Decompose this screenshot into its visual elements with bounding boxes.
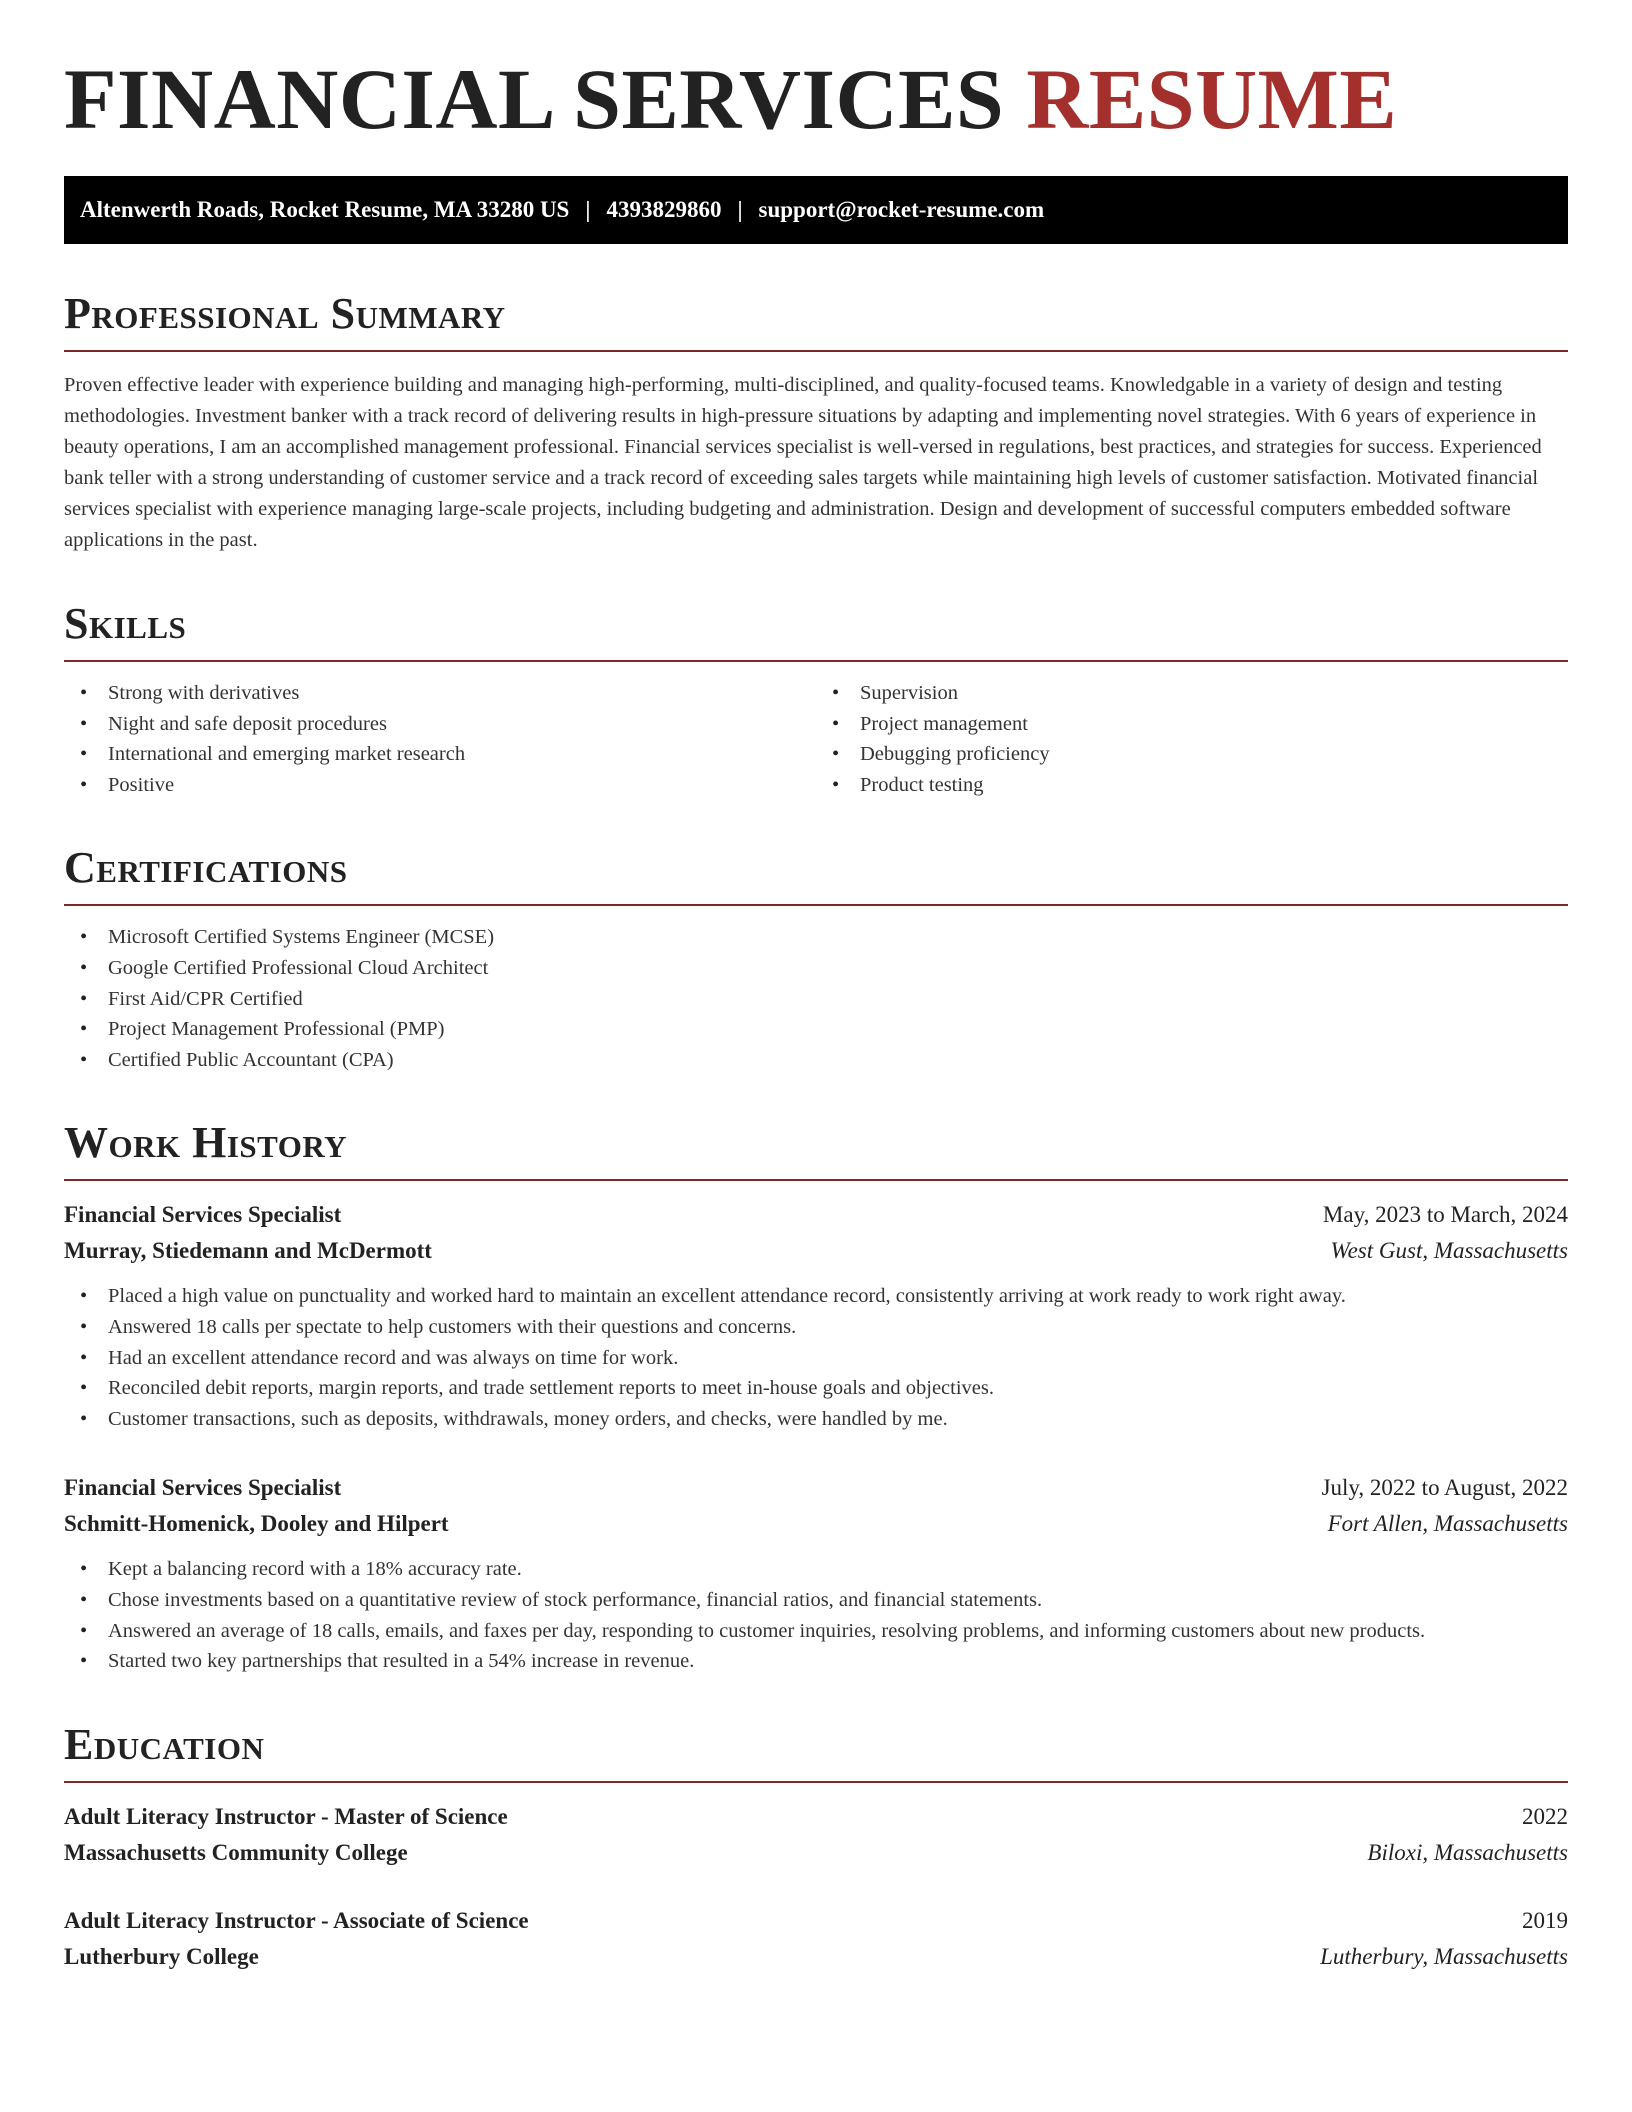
- job-company-row: [64, 1506, 1568, 1542]
- job-bullet: • Customer transactions, such as deposits, withdrawals, money orders, and checks, were handled by me.: [64, 1404, 1568, 1435]
- education-degree-row: [64, 1799, 1568, 1835]
- education-entry: [64, 1799, 1568, 1871]
- section-heading-certifications: Certifications: [64, 846, 1568, 906]
- section-heading-skills: Skills: [64, 602, 1568, 662]
- education-school: Massachusetts Community College: [64, 1839, 408, 1865]
- contact-separator: |: [585, 197, 591, 222]
- skill-item: • Strong with derivatives: [64, 678, 816, 709]
- job-title: Financial Services Specialist: [64, 1202, 342, 1228]
- job-bullet: • Reconciled debit reports, margin reports, and trade settlement reports to meet in-house goals and objectives.: [64, 1373, 1568, 1404]
- job-dates: May, 2023 to March, 2024: [1322, 1202, 1568, 1228]
- job-location: Fort Allen, Massachusetts: [1327, 1511, 1568, 1537]
- job-title-row: [64, 1470, 1568, 1506]
- job-bullets: [64, 1281, 1568, 1434]
- skill-item: • Night and safe deposit procedures: [64, 709, 816, 740]
- certification-item: • Microsoft Certified Systems Engineer (MCSE): [64, 922, 1568, 953]
- work-history-section: [64, 1118, 1568, 1676]
- education-year: 2022: [1522, 1803, 1568, 1829]
- education-degree: Adult Literacy Instructor - Master of Science: [64, 1803, 508, 1829]
- job-company-row: [64, 1233, 1568, 1269]
- job-bullet: • Chose investments based on a quantitative review of stock performance, financial ratios, and financial statements.: [64, 1585, 1568, 1616]
- job-bullets: [64, 1554, 1568, 1676]
- job-bullet: • Placed a high value on punctuality and worked hard to maintain an excellent attendance record, consistently arriving at work ready to work right away.: [64, 1281, 1568, 1312]
- skill-item: • International and emerging market research: [64, 739, 816, 770]
- certification-item: • First Aid/CPR Certified: [64, 984, 1568, 1015]
- skill-item: • Project management: [816, 709, 1568, 740]
- education-school-row: [64, 1939, 1568, 1975]
- skills-section: [64, 599, 1568, 800]
- contact-bar: [64, 176, 1568, 244]
- title-accent: RESUME: [1026, 51, 1398, 147]
- job-entry: [64, 1470, 1568, 1676]
- education-degree: Adult Literacy Instructor - Associate of Science: [64, 1907, 529, 1933]
- certifications-section: [64, 843, 1568, 1075]
- contact-phone[interactable]: 4393829860: [606, 197, 722, 222]
- job-title-row: [64, 1197, 1568, 1233]
- skill-item: • Product testing: [816, 770, 1568, 801]
- job-entry: [64, 1197, 1568, 1434]
- job-bullet: • Answered an average of 18 calls, emails, and faxes per day, responding to customer inquiries, resolving problems, and informing customers about new products.: [64, 1616, 1568, 1647]
- education-location: Lutherbury, Massachusetts: [1320, 1943, 1568, 1969]
- job-dates: July, 2022 to August, 2022: [1321, 1475, 1568, 1501]
- professional-summary-section: [64, 289, 1568, 556]
- certification-item: • Certified Public Accountant (CPA): [64, 1045, 1568, 1076]
- education-location: Biloxi, Massachusetts: [1367, 1839, 1568, 1865]
- skills-list-right: [816, 678, 1568, 800]
- job-bullet: • Started two key partnerships that resulted in a 54% increase in revenue.: [64, 1646, 1568, 1677]
- job-company: Schmitt-Homenick, Dooley and Hilpert: [64, 1511, 449, 1537]
- job-title: Financial Services Specialist: [64, 1475, 342, 1501]
- education-entry: [64, 1903, 1568, 1975]
- summary-text: Proven effective leader with experience building and managing high-performing, multi-disciplined, and quality-focused teams. Knowledgable in a variety of design and testing methodologies. Investment banker with a track record of delivering results in high-pressure situations by adapting and implementing novel strategies. With 6 years of experience in beauty operations, I am an accomplished management professional. Financial services specialist is well-versed in regulations, best practices, and strategies for success. Experienced bank teller with a strong understanding of customer service and a track record of exceeding sales targets while maintaining high levels of customer satisfaction. Motivated financial services specialist with experience managing large-scale projects, including budgeting and administration. Design and development of successful computers embedded software applications in the past.: [64, 374, 1542, 551]
- job-bullet: • Answered 18 calls per spectate to help customers with their questions and concerns.: [64, 1312, 1568, 1343]
- skills-columns: [64, 662, 1568, 800]
- job-bullet: • Had an excellent attendance record and was always on time for work.: [64, 1343, 1568, 1374]
- contact-email[interactable]: support@rocket-resume.com: [758, 197, 1045, 222]
- job-bullet: • Kept a balancing record with a 18% accuracy rate.: [64, 1554, 1568, 1585]
- job-location: West Gust, Massachusetts: [1330, 1238, 1568, 1264]
- education-degree-row: [64, 1903, 1568, 1939]
- resume-title: [64, 51, 1568, 147]
- education-year: 2019: [1522, 1907, 1568, 1933]
- contact-separator: |: [737, 197, 743, 222]
- certification-item: • Google Certified Professional Cloud Architect: [64, 953, 1568, 984]
- section-heading-work-history: Work History: [64, 1121, 1568, 1181]
- education-school-row: [64, 1835, 1568, 1871]
- education-section: [64, 1719, 1568, 1975]
- education-school: Lutherbury College: [64, 1943, 259, 1969]
- certification-item: • Project Management Professional (PMP): [64, 1014, 1568, 1045]
- contact-address: Altenwerth Roads, Rocket Resume, MA 33280 US: [80, 197, 570, 222]
- certifications-list: [64, 922, 1568, 1075]
- title-main: FINANCIAL SERVICES: [64, 51, 1005, 147]
- skills-list-left: [64, 678, 816, 800]
- skill-item: • Debugging proficiency: [816, 739, 1568, 770]
- skill-item: • Positive: [64, 770, 816, 801]
- skill-item: • Supervision: [816, 678, 1568, 709]
- section-heading-summary: Professional Summary: [64, 292, 1568, 352]
- section-heading-education: Education: [64, 1723, 1568, 1783]
- job-company: Murray, Stiedemann and McDermott: [64, 1238, 432, 1264]
